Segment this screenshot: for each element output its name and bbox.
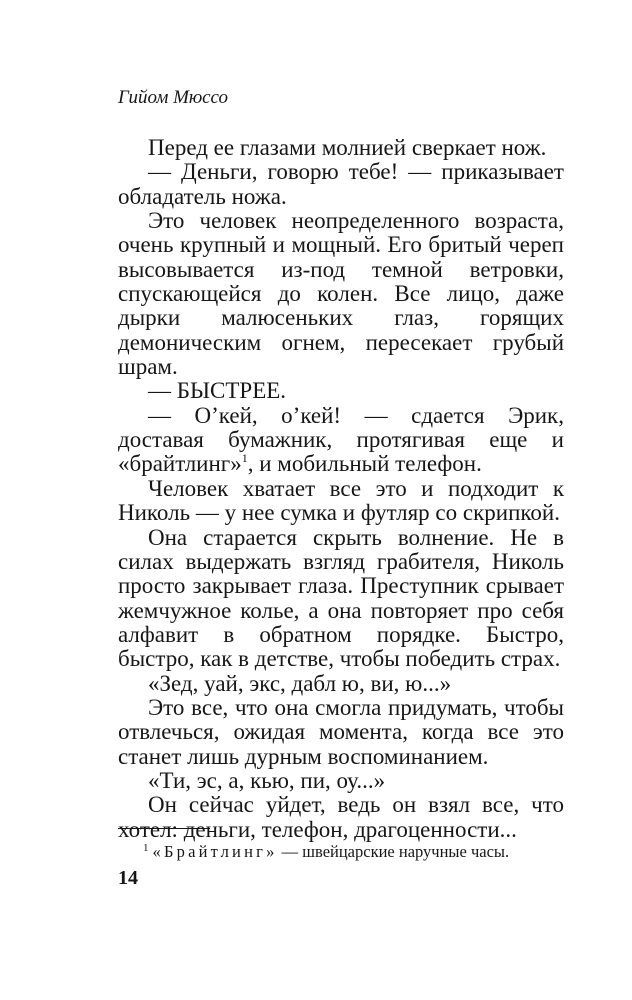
paragraph-9: Это все, что она смогла придумать, чтобы отвлечься, ожидая момента, когда все это станет лишь дурным воспоминанием. <box>118 694 564 769</box>
paragraph-5-text-before: — О’кей, о’кей! — сдается Эрик, доставая бумажник, протягивая еще и «брайтлинг» <box>118 402 564 477</box>
page-number: 14 <box>118 867 138 889</box>
paragraph-5-text-after: , и мобильный телефон. <box>247 451 482 477</box>
footnote-divider <box>118 828 210 829</box>
body-text <box>118 136 564 842</box>
running-head-author: Гийом Мюссо <box>118 87 228 108</box>
paragraph-5 <box>118 404 564 477</box>
paragraph-3: Это человек неопределенного возраста, очень крупный и мощный. Его бритый череп высовывается из-под темной ветровки, спускающейся до колен. Все лицо, даже дырки малюсеньких глаз, горящих демоническим огнем, пересекает грубый шрам. <box>118 208 564 380</box>
footnote-text: — швейцарские наручные часы. <box>277 842 510 861</box>
footnote-reference: 1 <box>241 451 248 466</box>
paragraph-7: Она старается скрыть волнение. Не в силах выдержать взгляд грабителя, Николь просто закрывает глаза. Преступник срывает жемчужное колье, а она повторяет про себя алфавит в обратном порядке. Быстро, быстро, как в детстве, чтобы победить страх. <box>118 524 564 672</box>
footnote <box>143 838 509 862</box>
paragraph-4: — БЫСТРЕЕ. <box>148 378 287 404</box>
paragraph-1: Перед ее глазами молнией сверкает нож. <box>148 135 547 160</box>
paragraph-6: Человек хватает все это и подходит к Николь — у нее сумка и футляр со скрипкой. <box>118 475 564 526</box>
paragraph-8: «Зед, уай, экс, дабл ю, ви, ю...» <box>148 670 452 696</box>
footnote-mark: 1 <box>143 842 149 854</box>
paragraph-2: — Деньги, говорю тебе! — приказывает обладатель ножа. <box>118 159 564 209</box>
footnote-term: «Брайтлинг» <box>152 842 278 861</box>
paragraph-11: Он сейчас уйдет, ведь он взял все, что хотел: деньги, телефон, драгоценности... <box>118 792 564 842</box>
paragraph-10: «Ти, эс, а, кью, пи, оу...» <box>148 767 386 793</box>
